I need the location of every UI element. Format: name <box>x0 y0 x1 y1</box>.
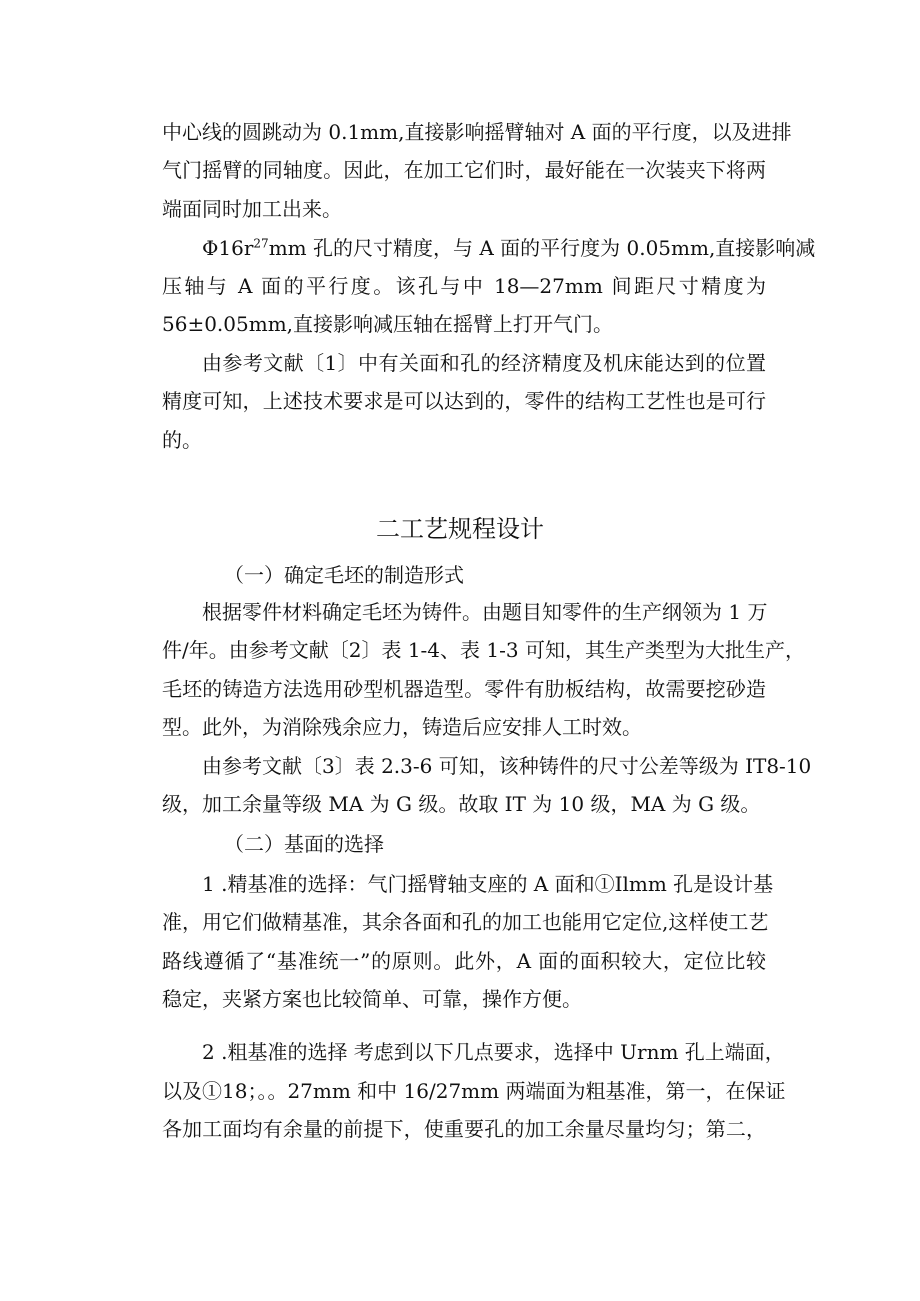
para1-line1: 中心线的圆跳动为 0.1mm,直接影响摇臂轴对 A 面的平行度，以及进排 <box>162 120 792 144</box>
para6-line1: 1 .精基准的选择：气门摇臂轴支座的 A 面和①Ilmm 孔是设计基 <box>202 872 774 896</box>
para6-line2: 准，用它们做精基准，其余各面和孔的加工也能用它定位,这样使工艺 <box>162 910 769 934</box>
para2-line1 <box>202 233 816 263</box>
para4-line1: 根据零件材料确定毛坯为铸件。由题目知零件的生产纲领为 1 万 <box>202 600 768 624</box>
superscript-text: 27 <box>253 236 269 251</box>
para2-line1-rest: mm 孔的尺寸精度，与 A 面的平行度为 0.05mm,直接影响减 <box>268 236 816 260</box>
para7-line2: 以及①18；。。27mm 和中 16/27mm 两端面为粗基准，第一，在保证 <box>162 1079 786 1103</box>
subsection-title-1: （一）确定毛坯的制造形式 <box>224 563 464 587</box>
subsection-title-2: （二）基面的选择 <box>224 832 384 856</box>
para2-line2: 压轴与 A 面的平行度。该孔与中 18—27mm 间距尺寸精度为 <box>162 274 766 298</box>
para7-line3: 各加工面均有余量的前提下，使重要孔的加工余量尽量均匀；第二， <box>162 1117 766 1141</box>
para7-line1: 2 .粗基准的选择 考虑到以下几点要求，选择中 Urnm 孔上端面， <box>202 1040 785 1064</box>
para6-line3: 路线遵循了“基准统一”的原则。此外，A 面的面积较大，定位比较 <box>162 949 766 973</box>
para4-line4: 型。此外，为消除残余应力，铸造后应安排人工时效。 <box>162 715 642 739</box>
para2-line3: 56±0.05mm,直接影响减压轴在摇臂上打开气门。 <box>162 312 614 336</box>
para3-line2: 精度可知，上述技术要求是可以达到的，零件的结构工艺性也是可行 <box>162 389 766 413</box>
phi-symbol-text: Φ16r <box>202 236 254 260</box>
para1-line2: 气门摇臂的同轴度。因此，在加工它们时，最好能在一次装夹下将两 <box>162 158 766 182</box>
para4-line3: 毛坯的铸造方法选用砂型机器造型。零件有肋板结构，故需要挖砂造 <box>162 677 766 701</box>
para5-line2: 级，加工余量等级 MA 为 G 级。故取 IT 为 10 级，MA 为 G 级。 <box>162 792 761 816</box>
para6-line4: 稳定，夹紧方案也比较简单、可靠，操作方便。 <box>162 987 582 1011</box>
section-title: 二工艺规程设计 <box>376 515 544 543</box>
para1-line3: 端面同时加工出来。 <box>162 197 342 221</box>
para4-line2: 件/年。由参考文献〔2〕表 1-4、表 1-3 可知，其生产类型为大批生产， <box>162 638 805 662</box>
para5-line1: 由参考文献〔3〕表 2.3-6 可知，该种铸件的尺寸公差等级为 IT8-10 <box>202 754 812 778</box>
para3-line3: 的。 <box>162 428 202 452</box>
para3-line1: 由参考文献〔1〕中有关面和孔的经济精度及机床能达到的位置 <box>202 351 766 375</box>
